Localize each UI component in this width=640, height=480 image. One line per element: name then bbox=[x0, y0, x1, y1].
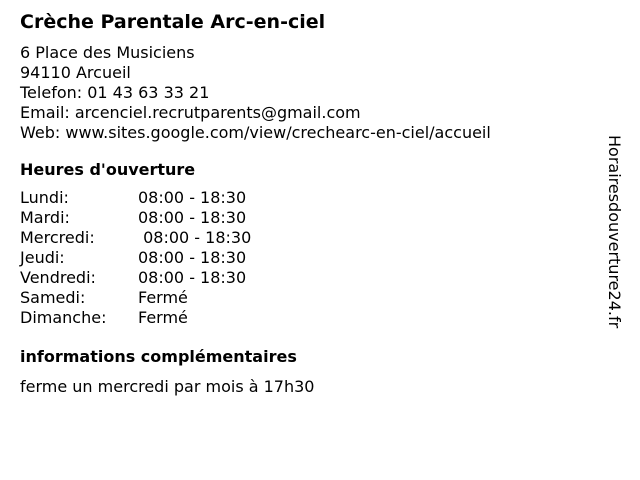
hours-day: Vendredi: bbox=[20, 268, 96, 287]
web-line[interactable]: Web: www.sites.google.com/view/crechearc-en-ciel/accueil bbox=[20, 123, 491, 142]
phone-line[interactable]: Telefon: 01 43 63 33 21 bbox=[20, 83, 210, 102]
hours-day: Mardi: bbox=[20, 208, 70, 227]
hours-time: Fermé bbox=[138, 308, 188, 327]
hours-time: 08:00 - 18:30 bbox=[138, 188, 247, 207]
hours-day: Mercredi: bbox=[20, 228, 95, 247]
hours-heading: Heures d'ouverture bbox=[20, 160, 196, 179]
hours-day: Dimanche: bbox=[20, 308, 107, 327]
info-text: ferme un mercredi par mois à 17h30 bbox=[20, 377, 315, 396]
hours-time: 08:00 - 18:30 bbox=[138, 248, 247, 267]
hours-table bbox=[20, 188, 640, 328]
hours-day: Lundi: bbox=[20, 188, 69, 207]
address-street: 6 Place des Musiciens bbox=[20, 43, 195, 62]
address-city: 94110 Arcueil bbox=[20, 63, 131, 82]
hours-row-mercredi bbox=[20, 228, 640, 248]
hours-row-dimanche bbox=[20, 308, 640, 328]
hours-day: Jeudi: bbox=[20, 248, 65, 267]
hours-day: Samedi: bbox=[20, 288, 86, 307]
hours-row-samedi bbox=[20, 288, 640, 308]
email-line[interactable]: Email: arcenciel.recrutparents@gmail.com bbox=[20, 103, 361, 122]
info-heading: informations complémentaires bbox=[20, 347, 297, 366]
hours-time: Fermé bbox=[138, 288, 188, 307]
hours-time: 08:00 - 18:30 bbox=[138, 268, 247, 287]
hours-row-lundi bbox=[20, 188, 640, 208]
hours-row-mardi bbox=[20, 208, 640, 228]
hours-row-jeudi bbox=[20, 248, 640, 268]
address-block bbox=[20, 43, 640, 143]
page-title: Crèche Parentale Arc-en-ciel bbox=[20, 11, 326, 33]
hours-row-vendredi bbox=[20, 268, 640, 288]
site-brand-vertical: Horairesdouverture24.fr bbox=[605, 135, 624, 329]
hours-time: 08:00 - 18:30 bbox=[138, 208, 247, 227]
hours-time: 08:00 - 18:30 bbox=[138, 228, 252, 247]
